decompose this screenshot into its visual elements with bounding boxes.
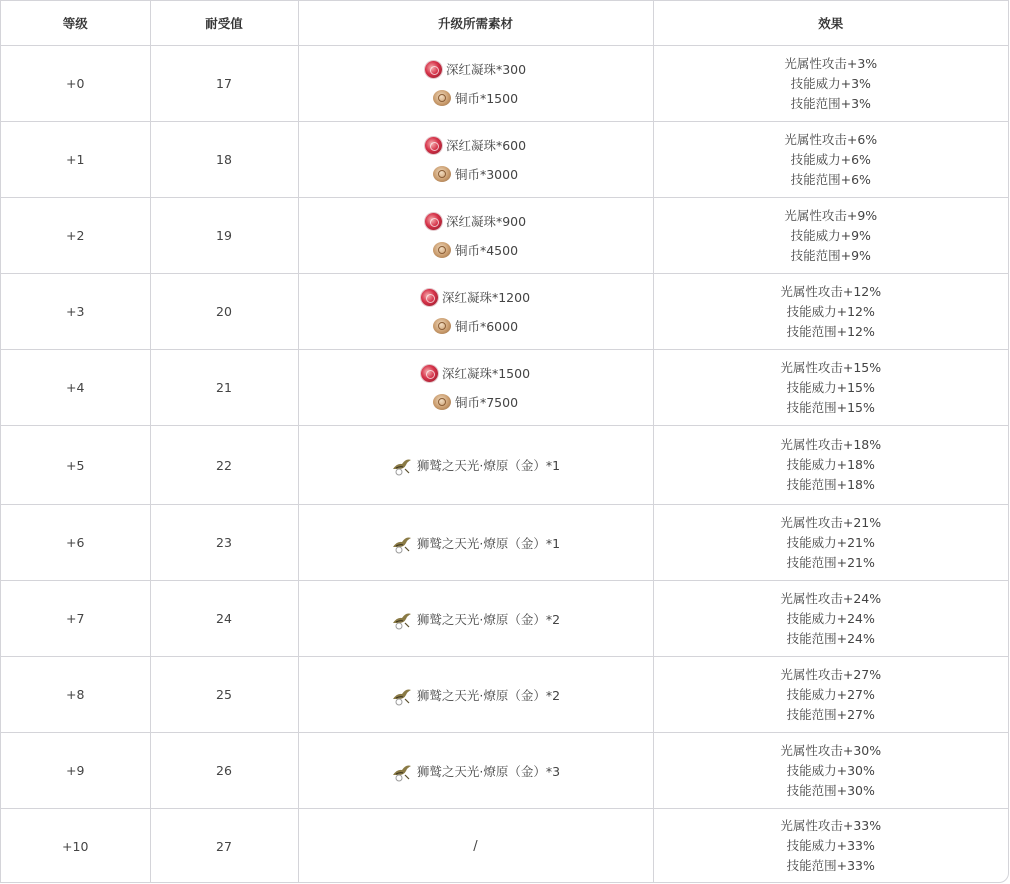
cell-materials <box>298 426 653 505</box>
material-item <box>421 359 530 388</box>
cell-tolerance: 17 <box>150 46 298 122</box>
effect-line: 光属性攻击+9% <box>784 207 878 223</box>
effect-line: 光属性攻击+21% <box>780 514 882 530</box>
effect-line: 技能范围+12% <box>786 323 875 339</box>
cell-materials <box>298 733 653 809</box>
crimson-pearl-icon <box>425 137 442 154</box>
griffin-figure-icon <box>391 454 413 476</box>
cell-level: +5 <box>1 426 150 505</box>
copper-coin-icon <box>433 394 451 410</box>
cell-tolerance: 23 <box>150 505 298 581</box>
cell-materials <box>298 505 653 581</box>
table-row <box>1 581 1008 657</box>
cell-tolerance: 27 <box>150 809 298 884</box>
material-label: 深红凝珠*1500 <box>441 366 531 381</box>
cell-tolerance: 21 <box>150 350 298 426</box>
material-label: 铜币*4500 <box>454 243 519 258</box>
copper-coin-icon <box>433 242 451 258</box>
cell-materials <box>298 122 653 198</box>
crimson-pearl-icon <box>421 365 438 382</box>
effect-line: 技能威力+33% <box>786 838 875 854</box>
material-item <box>391 528 560 557</box>
table-row <box>1 350 1008 426</box>
cell-level: +6 <box>1 505 150 581</box>
effect-line: 光属性攻击+24% <box>780 590 882 606</box>
header-level: 等级 <box>1 1 150 46</box>
effect-line: 技能范围+18% <box>786 477 875 492</box>
material-label: 狮鹫之天光·燎原（金）*2 <box>416 611 561 627</box>
effect-line: 技能范围+9% <box>790 247 871 263</box>
material-item <box>421 283 530 312</box>
table-row <box>1 809 1008 884</box>
effect-line: 技能威力+9% <box>790 227 871 243</box>
effect-line: 光属性攻击+18% <box>780 437 882 452</box>
table-row <box>1 122 1008 198</box>
cell-tolerance: 25 <box>150 657 298 733</box>
griffin-figure-icon <box>391 608 413 630</box>
cell-materials <box>298 581 653 657</box>
material-label: 狮鹫之天光·燎原（金）*1 <box>416 458 561 473</box>
material-label: 狮鹫之天光·燎原（金）*2 <box>416 687 561 703</box>
material-label: 铜币*7500 <box>454 395 519 410</box>
cell-effects <box>653 198 1008 274</box>
material-label: 深红凝珠*900 <box>445 214 527 229</box>
cell-effects <box>653 426 1008 505</box>
griffin-figure-icon <box>391 760 413 782</box>
material-label: 铜币*1500 <box>454 91 519 106</box>
effect-line: 光属性攻击+12% <box>780 283 882 299</box>
material-item <box>425 55 526 84</box>
effect-line: 光属性攻击+3% <box>784 55 878 71</box>
cell-level: +4 <box>1 350 150 426</box>
cell-level: +0 <box>1 46 150 122</box>
crimson-pearl-icon <box>425 213 442 230</box>
material-label: 深红凝珠*600 <box>445 138 527 153</box>
material-item <box>433 236 518 265</box>
table-row <box>1 505 1008 581</box>
cell-effects <box>653 122 1008 198</box>
cell-materials <box>298 657 653 733</box>
effect-line: 技能范围+3% <box>790 95 871 111</box>
effect-line: 光属性攻击+33% <box>780 818 882 834</box>
material-item <box>425 131 526 160</box>
effect-line: 光属性攻击+15% <box>780 359 882 375</box>
cell-tolerance: 22 <box>150 426 298 505</box>
crimson-pearl-icon <box>421 289 438 306</box>
cell-materials <box>298 46 653 122</box>
effect-line: 技能范围+6% <box>790 171 871 187</box>
header-effects: 效果 <box>653 1 1008 46</box>
cell-level: +2 <box>1 198 150 274</box>
effect-line: 技能威力+15% <box>786 379 875 395</box>
materials-none: / <box>473 839 478 855</box>
material-item <box>391 756 560 785</box>
header-tolerance: 耐受值 <box>150 1 298 46</box>
cell-tolerance: 19 <box>150 198 298 274</box>
griffin-figure-icon <box>391 684 413 706</box>
table-row <box>1 274 1008 350</box>
material-label: 深红凝珠*1200 <box>441 290 531 305</box>
cell-effects <box>653 733 1008 809</box>
material-label: 铜币*6000 <box>454 319 519 334</box>
material-item <box>391 451 560 480</box>
table-row <box>1 733 1008 809</box>
cell-level: +9 <box>1 733 150 809</box>
effect-line: 技能威力+27% <box>786 686 875 702</box>
cell-level: +3 <box>1 274 150 350</box>
effect-line: 技能范围+15% <box>786 399 875 415</box>
table-header-row <box>1 1 1008 46</box>
cell-tolerance: 26 <box>150 733 298 809</box>
material-item <box>433 84 518 113</box>
cell-materials <box>298 809 653 884</box>
cell-materials <box>298 350 653 426</box>
copper-coin-icon <box>433 166 451 182</box>
cell-effects <box>653 809 1008 884</box>
effect-line: 技能威力+30% <box>786 762 875 778</box>
effect-line: 技能范围+21% <box>786 554 875 570</box>
effect-line: 技能范围+33% <box>786 858 875 874</box>
effect-line: 技能范围+30% <box>786 782 875 798</box>
cell-materials <box>298 274 653 350</box>
table-body <box>1 46 1008 884</box>
effect-line: 技能威力+6% <box>790 151 871 167</box>
cell-effects <box>653 657 1008 733</box>
copper-coin-icon <box>433 318 451 334</box>
cell-materials <box>298 198 653 274</box>
cell-tolerance: 18 <box>150 122 298 198</box>
effect-line: 光属性攻击+30% <box>780 742 882 758</box>
material-item <box>391 604 560 633</box>
effect-line: 技能威力+24% <box>786 610 875 626</box>
material-label: 狮鹫之天光·燎原（金）*1 <box>416 535 561 551</box>
material-item <box>433 312 518 341</box>
cell-effects <box>653 350 1008 426</box>
header-materials: 升级所需素材 <box>298 1 653 46</box>
cell-effects <box>653 505 1008 581</box>
effect-line: 光属性攻击+27% <box>780 666 882 682</box>
material-label: 深红凝珠*300 <box>445 62 527 77</box>
cell-effects <box>653 46 1008 122</box>
copper-coin-icon <box>433 90 451 106</box>
cell-tolerance: 20 <box>150 274 298 350</box>
material-label: 铜币*3000 <box>454 167 519 182</box>
cell-level: +7 <box>1 581 150 657</box>
effect-line: 技能威力+3% <box>790 75 871 91</box>
crimson-pearl-icon <box>425 61 442 78</box>
effect-line: 技能威力+12% <box>786 303 875 319</box>
cell-level: +10 <box>1 809 150 884</box>
cell-tolerance: 24 <box>150 581 298 657</box>
table-row <box>1 426 1008 505</box>
griffin-figure-icon <box>391 532 413 554</box>
table-row <box>1 46 1008 122</box>
cell-effects <box>653 274 1008 350</box>
material-label: 狮鹫之天光·燎原（金）*3 <box>416 763 561 779</box>
table-row <box>1 657 1008 733</box>
table-row <box>1 198 1008 274</box>
effect-line: 技能范围+27% <box>786 706 875 722</box>
effect-line: 技能范围+24% <box>786 630 875 646</box>
effect-line: 光属性攻击+6% <box>784 131 878 147</box>
cell-effects <box>653 581 1008 657</box>
material-item <box>425 207 526 236</box>
material-item <box>433 388 518 417</box>
upgrade-table <box>1 1 1008 883</box>
material-item <box>433 160 518 189</box>
effect-line: 技能威力+21% <box>786 534 875 550</box>
effect-line: 技能威力+18% <box>786 457 875 472</box>
cell-level: +1 <box>1 122 150 198</box>
material-item <box>391 680 560 709</box>
cell-level: +8 <box>1 657 150 733</box>
